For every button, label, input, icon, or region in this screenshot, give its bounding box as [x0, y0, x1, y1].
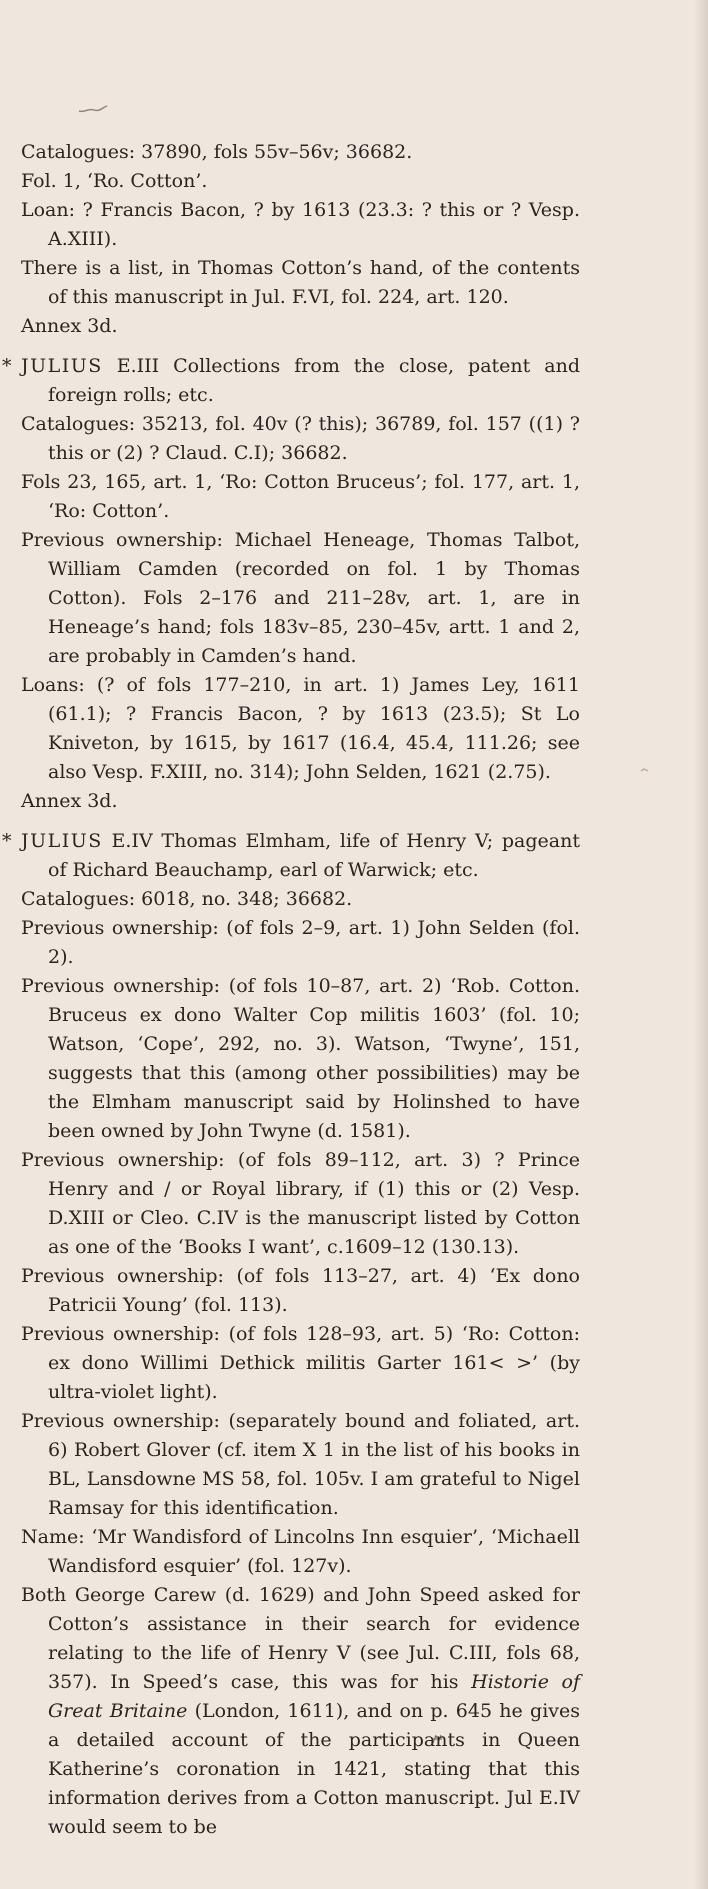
shelfmark: JULIUS — [21, 355, 103, 377]
contents-list-note: There is a list, in Thomas Cotton’s hand, of the contents of this manuscript in Jul. F.VI, fol. 224, art. 120. — [21, 257, 580, 308]
ownership-line: Previous ownership: (separately bound and foliated, art. 6) Robert Glover (cf. item X 1 in the list of his books in BL, Lansdowne MS 58, fol. 105v. I am grateful to Nigel Ramsay for this identification. — [21, 1410, 580, 1519]
folio-line: Fols 23, 165, art. 1, ‘Ro: Cotton Bruceus’; fol. 177, art. 1, ‘Ro: Cotton’. — [21, 471, 580, 522]
discussion-paragraph — [0, 1581, 708, 1842]
ownership-line: Previous ownership: (of fols 10–87, art. 2) ‘Rob. Cotton. Bruceus ex dono Walter Cop militis 1603’ (fol. 10; Watson, ‘Cope’, 292, no. 3). Watson, ‘Twyne’, 151, suggests that this (among other possibilities) may be the Elmham manuscript said by Holinshed to have been owned by John Twyne (d. 1581). — [21, 975, 580, 1142]
entry-heading-julius-e3 — [0, 352, 708, 410]
pencil-mark-icon — [78, 104, 108, 114]
folio-line: Fol. 1, ‘Ro. Cotton’. — [21, 170, 208, 192]
ownership-line: Previous ownership: (of fols 2–9, art. 1) John Selden (fol. 2). — [21, 917, 580, 968]
asterisk-marker: * — [2, 830, 12, 852]
ownership-line: Previous ownership: (of fols 128–93, art. 5) ‘Ro: Cotton: ex dono Willimi Dethick militis Garter 161< >’ (by ultra-violet light). — [21, 1323, 580, 1403]
entry-heading-julius-e4 — [0, 827, 708, 885]
shelfmark: JULIUS — [21, 830, 103, 852]
catalogues-line: Catalogues: 6018, no. 348; 36682. — [21, 888, 353, 910]
ownership-line: Previous ownership: Michael Heneage, Thomas Talbot, William Camden (recorded on fol. 1 by Thomas Cotton). Fols 2–176 and 211–28v, art. 1, are in Heneage’s hand; fols 183v–85, 230–45v, artt. 1 and 2, are probably in Camden’s hand. — [21, 529, 580, 667]
ownership-line: Previous ownership: (of fols 113–27, art. 4) ‘Ex dono Patricii Young’ (fol. 113). — [21, 1265, 580, 1316]
catalogue-text — [0, 138, 708, 1842]
asterisk-marker: * — [2, 355, 12, 377]
catalogues-line: Catalogues: 37890, fols 55v–56v; 36682. — [21, 141, 413, 163]
entry-title: E.III Collections from the close, patent and foreign rolls; etc. — [48, 355, 580, 406]
discussion-text: Both George Carew (d. 1629) and John Speed asked for Cotton’s assistance in their search for evidence relating to the life of Henry V (see Jul. C.III, fols 68, 357). In Speed’s case, this was for his — [21, 1584, 580, 1693]
catalogues-line: Catalogues: 35213, fol. 40v (? this); 36789, fol. 157 ((1) ? this or (2) ? Claud. C.I); 36682. — [21, 413, 580, 464]
annex-line: Annex 3d. — [21, 315, 118, 337]
discussion-text: (London, 1611), and on p. 645 he gives a detailed account of the participants in Queen Katherine’s coronation in 1421, stating that this information derives from a Cotton manuscript. Jul E.IV would seem to be — [48, 1700, 580, 1838]
name-line: Name: ‘Mr Wandisford of Lincolns Inn esquier’, ‘Michaell Wandisford esquier’ (fol. 127v). — [21, 1526, 580, 1577]
entry-title: E.IV Thomas Elmham, life of Henry V; pageant of Richard Beauchamp, earl of Warwick; etc. — [48, 830, 580, 881]
loans-line: Loans: (? of fols 177–210, in art. 1) James Ley, 1611 (61.1); ? Francis Bacon, ? by 1613 (23.5); St Lo Kniveton, by 1615, by 1617 (16.4, 45.4, 111.26; see also Vesp. F.XIII, no. 314); John Selden, 1621 (2.75). — [21, 674, 580, 783]
annex-line: Annex 3d. — [21, 790, 118, 812]
ownership-line: Previous ownership: (of fols 89–112, art. 3) ? Prince Henry and / or Royal library, if (1) this or (2) Vesp. D.XIII or Cleo. C.IV is the manuscript listed by Cotton as one of the ‘Books I want’, c.1609–12 (130.13). — [21, 1149, 580, 1258]
book-title: Historie of Great Britaine — [48, 1671, 580, 1722]
loan-line: Loan: ? Francis Bacon, ? by 1613 (23.3: ? this or ? Vesp. A.XIII). — [21, 199, 580, 250]
